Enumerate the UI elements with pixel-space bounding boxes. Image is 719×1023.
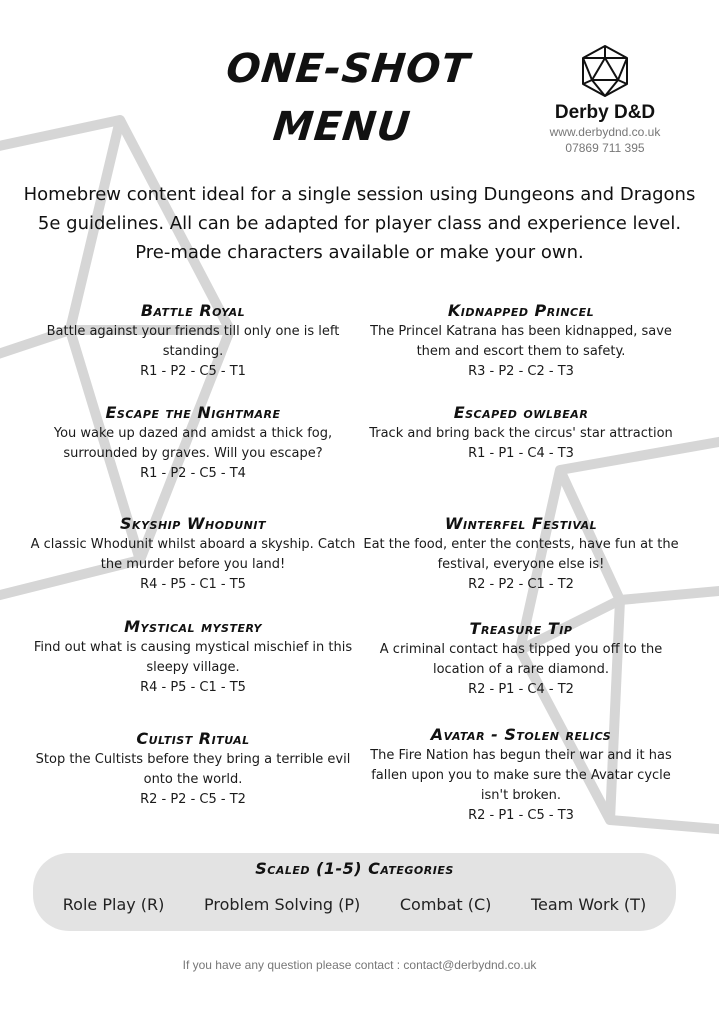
intro-line-3: Pre-made characters available or make your own. [135,242,584,263]
menu-item-stats: R2 - P2 - C5 - T2 [140,792,246,807]
menu-item-description: The Fire Nation has begun their war and it has fallen upon you to make sure the Avatar cycle isn't broken. [370,748,672,803]
menu-item-treasure-tip [356,618,686,700]
title-line-2: MENU [270,104,413,150]
menu-item-stats: R4 - P5 - C1 - T5 [140,577,246,592]
category-team-work: Team Work (T) [530,895,647,914]
menu-item-title: Escape the Nightmare [105,403,281,422]
menu-item-stats: R2 - P2 - C1 - T2 [468,577,574,592]
category-combat: Combat (C) [399,895,492,914]
menu-item-description: You wake up dazed and amidst a thick fog, surrounded by graves. Will you escape? [53,426,333,461]
intro-line-1: Homebrew content ideal for a single session using Dungeons and Dragons [23,184,696,205]
page-title [144,40,546,156]
menu-item-title: Winterfel Festival [444,514,598,533]
menu-item-description: Track and bring back the circus' star attraction [369,426,673,441]
menu-item-mystical-mystery [28,616,358,698]
menu-item-escape-the-nightmare [28,402,358,484]
category-role-play: Role Play (R) [62,895,165,914]
menu-item-stats: R4 - P5 - C1 - T5 [140,680,246,695]
categories-panel [33,853,676,931]
menu-item-description: A criminal contact has tipped you off to the location of a rare diamond. [379,642,663,677]
menu-item-description: Eat the food, enter the contests, have fun at the festival, everyone else is! [363,537,679,572]
menu-item-stats: R1 - P1 - C4 - T3 [468,446,574,461]
brand-phone: 07869 711 395 [565,141,645,155]
title-line-1: ONE-SHOT [224,46,472,92]
menu-item-cultist-ritual [28,728,358,810]
menu-item-kidnapped-princel [356,300,686,382]
menu-item-title: Battle Royal [140,301,246,320]
menu-item-title: Skyship Whodunit [120,514,266,533]
categories-title: Scaled (1-5) Categories [255,859,454,878]
menu-item-description: Battle against your friends till only one is left standing. [46,324,340,359]
menu-item-title: Treasure Tip [469,619,573,638]
menu-item-stats: R3 - P2 - C2 - T3 [468,364,574,379]
menu-item-description: Stop the Cultists before they bring a terrible evil onto the world. [35,752,351,787]
brand-name: Derby D&D [554,102,656,123]
intro-text [20,180,699,267]
menu-item-description: Find out what is causing mystical mischief in this sleepy village. [33,640,353,675]
d20-dice-icon [580,44,630,98]
category-problem-solving: Problem Solving (P) [203,895,361,914]
menu-item-avatar-stolen-relics [356,724,686,826]
menu-item-title: Kidnapped Princel [447,301,595,320]
menu-item-stats: R2 - P1 - C4 - T2 [468,682,574,697]
footer-contact: If you have any question please contact : contact@derbydnd.co.uk [182,958,537,972]
brand-website: www.derbydnd.co.uk [549,125,661,139]
brand-logo [540,44,670,156]
menu-item-stats: R1 - P2 - C5 - T1 [140,364,246,379]
menu-item-description: A classic Whodunit whilst aboard a skyship. Catch the murder before you land! [30,537,356,572]
categories-list [43,895,666,914]
menu-item-title: Avatar - Stolen relics [430,725,612,744]
menu-item-title: Mystical mystery [124,617,262,636]
menu-item-title: Escaped owlbear [453,403,589,422]
menu-item-stats: R2 - P1 - C5 - T3 [468,808,574,823]
menu-item-winterfel-festival [356,513,686,595]
menu-item-stats: R1 - P2 - C5 - T4 [140,466,246,481]
menu-item-title: Cultist Ritual [136,729,250,748]
menu-item-escaped-owlbear [356,402,686,464]
menu-item-skyship-whodunit [28,513,358,595]
menu-item-battle-royal [28,300,358,382]
menu-item-description: The Princel Katrana has been kidnapped, save them and escort them to safety. [370,324,672,359]
intro-line-2: 5e guidelines. All can be adapted for player class and experience level. [37,213,682,234]
